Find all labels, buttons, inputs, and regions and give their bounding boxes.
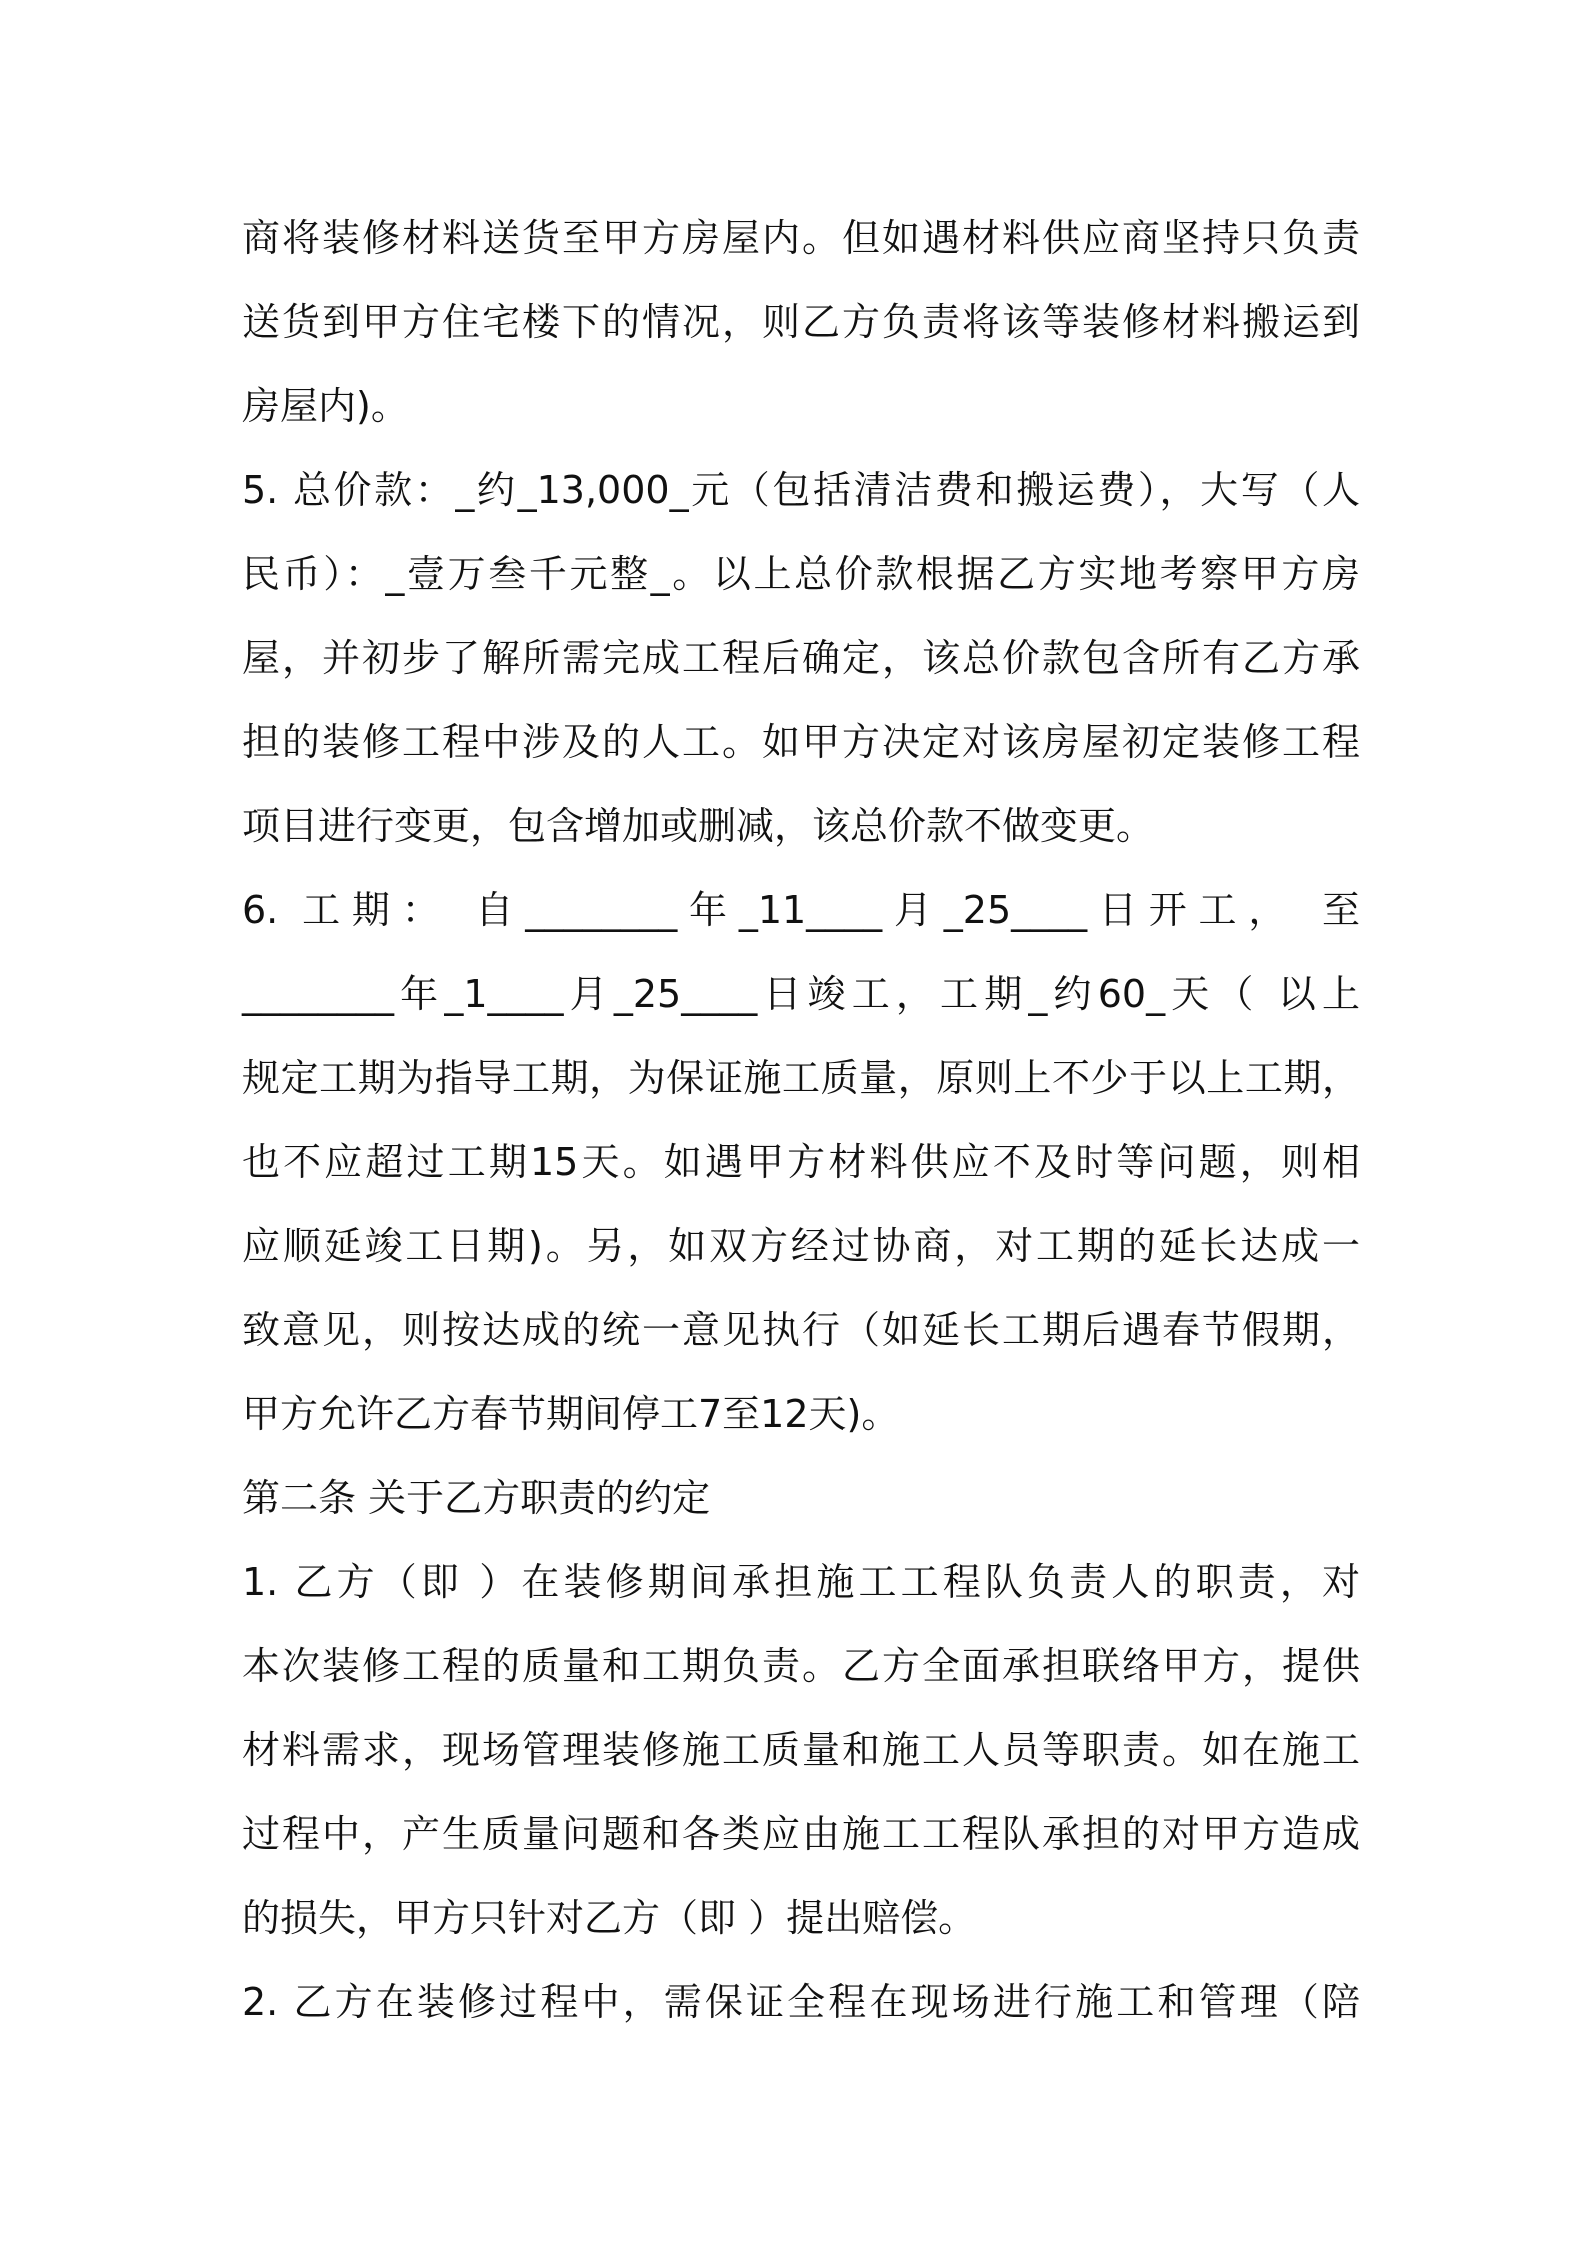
- text-line: ________年_1____月_25____日竣工，工期_约60_天（ 以上: [242, 972, 1360, 1016]
- text-line: 商将装修材料送货至甲方房屋内。但如遇材料供应商坚持只负责: [242, 216, 1360, 260]
- text-line: 6. 工期： 自________年_11____月_25____日开工， 至: [242, 888, 1360, 932]
- section-heading: 第二条 关于乙方职责的约定: [242, 1476, 711, 1520]
- text-line: 规定工期为指导工期，为保证施工质量，原则上不少于以上工期，: [242, 1056, 1360, 1100]
- text-line: 过程中，产生质量问题和各类应由施工工程队承担的对甲方造成: [242, 1812, 1360, 1856]
- text-line: 的损失，甲方只针对乙方（即 ）提出赔偿。: [242, 1896, 977, 1940]
- text-line: 屋，并初步了解所需完成工程后确定，该总价款包含所有乙方承: [242, 636, 1360, 680]
- text-line: 担的装修工程中涉及的人工。如甲方决定对该房屋初定装修工程: [242, 720, 1360, 764]
- text-line: 本次装修工程的质量和工期负责。乙方全面承担联络甲方，提供: [242, 1644, 1360, 1688]
- text-line: 1. 乙方（即 ）在装修期间承担施工工程队负责人的职责，对: [242, 1560, 1360, 1604]
- text-line: 也不应超过工期15天。如遇甲方材料供应不及时等问题，则相: [242, 1140, 1360, 1184]
- document-body: [242, 196, 1360, 2044]
- text-line: 民币）：_壹万叁千元整_。以上总价款根据乙方实地考察甲方房: [242, 552, 1360, 596]
- text-line: 送货到甲方住宅楼下的情况，则乙方负责将该等装修材料搬运到: [242, 300, 1360, 344]
- text-line: 应顺延竣工日期)。另，如双方经过协商，对工期的延长达成一: [242, 1224, 1360, 1268]
- text-line: 材料需求，现场管理装修施工质量和施工人员等职责。如在施工: [242, 1728, 1360, 1772]
- text-line: 致意见，则按达成的统一意见执行（如延长工期后遇春节假期，: [242, 1308, 1360, 1352]
- text-line: 2. 乙方在装修过程中，需保证全程在现场进行施工和管理（陪: [242, 1980, 1360, 2024]
- text-line: 甲方允许乙方春节期间停工7至12天)。: [242, 1392, 900, 1436]
- text-line: 房屋内)。: [242, 384, 409, 428]
- text-line: 项目进行变更，包含增加或删减，该总价款不做变更。: [242, 804, 1155, 848]
- text-line: 5. 总价款：_约_13,000_元（包括清洁费和搬运费），大写（人: [242, 468, 1360, 512]
